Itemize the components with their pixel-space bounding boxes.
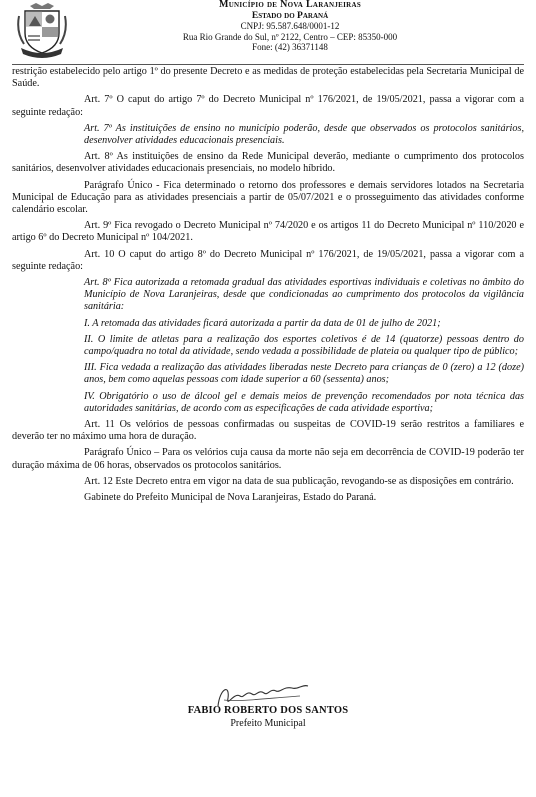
state-name: Estado do Paraná — [251, 10, 329, 21]
municipal-coat-of-arms-icon — [17, 2, 67, 60]
article-8-sole-paragraph: Parágrafo Único - Fica determinado o retorno dos professores e demais servidores lotados na Secretaria Municipal de Educação para as atividades presenciais a partir de 05/07/2021 e o prosseguimento das atividades conforme calendário escolar. — [12, 179, 524, 216]
article-9: Art. 9º Fica revogado o Decreto Municipal nº 74/2020 e os artigos 11 do Decreto Municipal nº 110/2020 e artigo 6º do Decreto Municipal nº 104/2021. — [12, 220, 524, 244]
municipality-name: Município de Nova Laranjeiras — [218, 0, 362, 10]
document-header — [0, 0, 536, 64]
header-text-block — [110, 0, 470, 53]
quoted-article-8: Art. 8º Fica autorizada a retomada gradual das atividades esportivas individuais e coletivas no âmbito do Município de Nova Laranjeiras, desde que condicionadas ao cumprimento dos protocolos da vigilância sanitária: — [84, 277, 524, 313]
address-line: Rua Rio Grande do Sul, nº 2122, Centro – CEP: 85350-000 — [182, 31, 398, 42]
quoted-item-iii: III. Fica vedada a realização das atividades liberadas neste Decreto para crianças de 0 (zero) a 12 (doze) anos, bem como aquelas pessoas com idade superior a 60 (sessenta) anos; — [84, 362, 524, 386]
article-12: Art. 12 Este Decreto entra em vigor na data de sua publicação, revogando-se as disposições em contrário. — [84, 475, 514, 487]
article-7: Art. 7º O caput do artigo 7º do Decreto Municipal nº 176/2021, de 19/05/2021, passa a vigorar com a seguinte redação: — [12, 94, 524, 118]
phone-line: Fone: (42) 36371148 — [252, 42, 328, 52]
signatory-name: FABIO ROBERTO DOS SANTOS — [187, 705, 349, 716]
paragraph-continuation: restrição estabelecido pelo artigo 1º do presente Decreto e as medidas de proteção estabelecidas pela Secretaria Municipal de Saúde. — [12, 66, 524, 90]
article-11: Art. 11 Os velórios de pessoas confirmadas ou suspeitas de COVID-19 serão restritos a familiares e deverão ter no máximo uma hora de duração. — [12, 419, 524, 443]
cnpj-line: CNPJ: 95.587.648/0001-12 — [240, 21, 340, 31]
article-11-sole-paragraph: Parágrafo Único – Para os velórios cuja causa da morte não seja em decorrência de COVID-19 poderão ter duração máxima de 06 horas, observados os protocolos sanitários. — [12, 447, 524, 471]
closing-line: Gabinete do Prefeito Municipal de Nova Laranjeiras, Estado do Paraná. — [84, 492, 377, 504]
decree-body — [12, 66, 524, 508]
header-divider — [12, 64, 524, 65]
quoted-item-ii: II. O limite de atletas para a realização dos esportes coletivos é de 14 (quatorze) pessoas dentro do campo/quadra no total da atividade, sendo vedada a possibilidade de plateia ou qualquer tipo de público; — [84, 333, 524, 358]
article-10: Art. 10 O caput do artigo 8º do Decreto Municipal nº 176/2021, de 19/05/2021, passa a vigorar com a seguinte redação: — [12, 248, 524, 272]
article-8: Art. 8º As instituições de ensino da Rede Municipal deverão, mediante o cumprimento dos protocolos sanitários, desenvolver atividades educacionais presenciais, no modelo híbrido. — [12, 151, 524, 175]
quoted-item-iv: IV. Obrigatório o uso de álcool gel e demais meios de prevenção recomendados por nota técnica das autoridades sanitárias, de acordo com as especificações de cada atividade esportiva; — [84, 390, 524, 414]
quoted-item-i: I. A retomada das atividades ficará autorizada a partir da data de 01 de julho de 2021; — [84, 317, 441, 329]
quoted-article-7: Art. 7º As instituições de ensino no município poderão, desde que observados os protocolos sanitários, desenvolver atividades educacionais presenciais. — [84, 122, 524, 147]
signatory-title: Prefeito Municipal — [230, 718, 306, 729]
